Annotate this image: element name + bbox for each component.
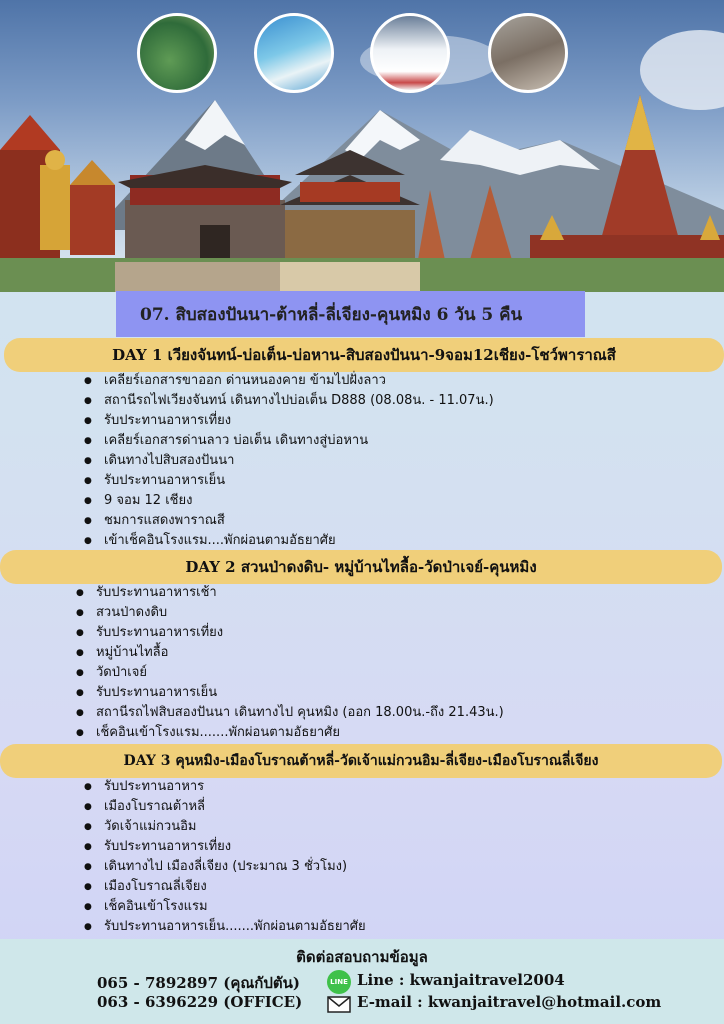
list-item: ● รับประทานอาหาร xyxy=(84,777,366,797)
mail-icon xyxy=(327,996,351,1013)
contact-title: ติดต่อสอบถามข้อมูล xyxy=(296,948,428,966)
line-app-icon: LINE xyxy=(327,970,351,994)
list-item: ● รับประทานอาหารเย็น xyxy=(84,471,494,491)
day3-heading-bar xyxy=(0,744,722,778)
list-item: ● รับประทานอาหารเที่ยง xyxy=(84,411,494,431)
photo-temple xyxy=(488,13,568,93)
list-item: ● รับประทานอาหารเที่ยง xyxy=(84,837,366,857)
list-item: ● ชมการแสดงพาราณสี xyxy=(84,511,494,531)
list-item: ● สถานีรถไฟเวียงจันทน์ เดินทางไปบ่อเต็น D888 (08.08น. - 11.07น.) xyxy=(84,391,494,411)
list-item: ● เช็คอินเข้าโรงแรม.......พักผ่อนตามอัธยาศัย xyxy=(76,723,504,743)
tour-title-box xyxy=(116,291,585,337)
day2-list xyxy=(76,583,504,743)
photo-garden xyxy=(137,13,217,93)
list-item: ● 9 จอม 12 เชียง xyxy=(84,491,494,511)
list-item: ● สถานีรถไฟสิบสองปันนา เดินทางไป คุนหมิง (ออก 18.00น.-ถึง 21.43น.) xyxy=(76,703,504,723)
list-item: ● เช็คอินเข้าโรงแรม xyxy=(84,897,366,917)
list-item: ● เดินทางไป เมืองลี่เจียง (ประมาณ 3 ชั่วโมง) xyxy=(84,857,366,877)
list-item: ● เคลียร์เอกสารขาออก ด่านหนองคาย ข้ามไปฝั่งลาว xyxy=(84,371,494,391)
list-item: ● สวนป่าดงดิบ xyxy=(76,603,504,623)
photo-snow-mountain xyxy=(370,13,450,93)
list-item: ● รับประทานอาหารเช้า xyxy=(76,583,504,603)
list-item: ● เดินทางไปสิบสองปันนา xyxy=(84,451,494,471)
day1-list xyxy=(84,371,494,551)
list-item: ● วัดป่าเจย์ xyxy=(76,663,504,683)
tour-title: 07. สิบสองปันนา-ต้าหลี่-ลี่เจียง-คุนหมิง 6 วัน 5 คืน xyxy=(140,304,523,325)
contact-footer xyxy=(0,939,724,1024)
list-item: ● หมู่บ้านไทลื้อ xyxy=(76,643,504,663)
list-item: ● เมืองโบราณต้าหลี่ xyxy=(84,797,366,817)
list-item: ● รับประทานอาหารเย็น.......พักผ่อนตามอัธยาศัย xyxy=(84,917,366,937)
hero-scenery xyxy=(0,0,724,292)
phone-primary[interactable]: 065 - 7892897 (คุณกัปตัน) xyxy=(97,974,301,992)
hero-banner xyxy=(0,0,724,292)
list-item: ● เมืองโบราณลี่เจียง xyxy=(84,877,366,897)
day1-heading-bar xyxy=(4,338,724,372)
phone-office[interactable]: 063 - 6396229 (OFFICE) xyxy=(97,993,303,1011)
list-item: ● วัดเจ้าแม่กวนอิม xyxy=(84,817,366,837)
photo-blue-pools xyxy=(254,13,334,93)
list-item: ● เข้าเช็คอินโรงแรม....พักผ่อนตามอัธยาศัย xyxy=(84,531,494,551)
day3-heading: DAY 3 คุนหมิง-เมืองโบราณต้าหลี่-วัดเจ้าแม่กวนอิม-ลี่เจียง-เมืองโบราณลี่เจียง xyxy=(123,753,599,769)
list-item: ● เคลียร์เอกสารด่านลาว บ่อเต็น เดินทางสู่บ่อหาน xyxy=(84,431,494,451)
list-item: ● รับประทานอาหารเย็น xyxy=(76,683,504,703)
email-address[interactable]: E-mail : kwanjaitravel@hotmail.com xyxy=(357,993,662,1011)
day2-heading-bar xyxy=(0,550,722,584)
day1-heading: DAY 1 เวียงจันทน์-บ่อเต็น-บ่อหาน-สิบสองปันนา-9จอม12เชียง-โชว์พาราณสี xyxy=(112,346,616,364)
day3-list xyxy=(84,777,366,937)
day2-heading: DAY 2 สวนป่าดงดิบ- หมู่บ้านไทลื้อ-วัดป่าเจย์-คุนหมิง xyxy=(185,558,537,576)
list-item: ● รับประทานอาหารเที่ยง xyxy=(76,623,504,643)
line-id[interactable]: Line : kwanjaitravel2004 xyxy=(357,971,565,989)
